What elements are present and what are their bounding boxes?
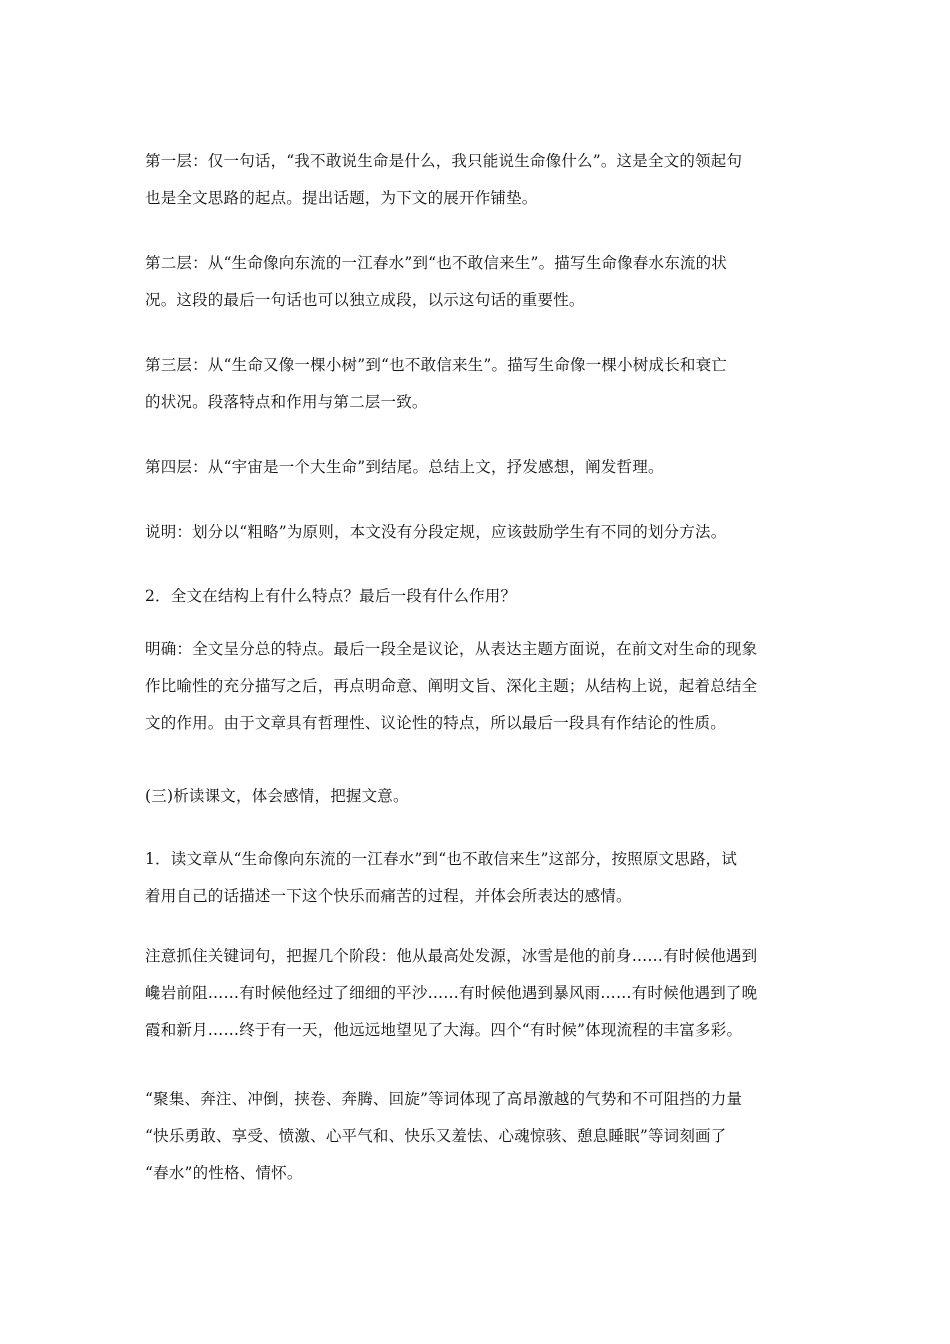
paragraph-layer-three [145, 347, 813, 421]
text-line: 也是全文思路的起点。提出话题，为下文的展开作铺垫。 [145, 189, 538, 207]
text-line: 1．读文章从“生命像向东流的一江春水”到“也不敢信来生”这部分，按照原文思路，试 [145, 850, 738, 868]
text-line: 注意抓住关键词句，把握几个阶段：他从最高处发源，冰雪是他的前身……有时候他遇到 [145, 947, 758, 965]
text-line: 霞和新月……终于有一天，他远远地望见了大海。四个“有时候”体现流程的丰富多彩。 [145, 1021, 743, 1039]
paragraph-key-phrases [145, 938, 813, 1049]
paragraph-layer-two [145, 245, 813, 319]
text-line: 2．全文在结构上有什么特点？最后一段有什么作用？ [145, 587, 517, 605]
text-line: 的状况。段落特点和作用与第二层一致。 [145, 393, 428, 411]
paragraph-layer-one [145, 143, 813, 217]
text-line: 第二层：从“生命像向东流的一江春水”到“也不敢信来生”。描写生命像春水东流的状 [145, 254, 727, 272]
text-line: 文的作用。由于文章具有哲理性、议论性的特点，所以最后一段具有作结论的性质。 [145, 714, 726, 732]
text-line: “快乐勇敢、享受、愤激、心平气和、快乐又羞怯、心魂惊骇、憩息睡眠”等词刻画了 [145, 1127, 727, 1145]
paragraph-note [145, 514, 813, 551]
text-line: (三)析读课文，体会感情，把握文意。 [145, 787, 409, 805]
paragraph-word-analysis [145, 1081, 813, 1192]
text-line: 第一层：仅一句话，“我不敢说生命是什么，我只能说生命像什么”。这是全文的领起句 [145, 152, 743, 170]
text-line: 明确：全文呈分总的特点。最后一段全是议论，从表达主题方面说，在前文对生命的现象 [145, 640, 758, 658]
text-line: 作比喻性的充分描写之后，再点明命意、阐明文旨、深化主题；从结构上说，起着总结全 [145, 677, 758, 695]
paragraph-answer [145, 631, 813, 742]
question-two [145, 578, 813, 615]
question-one [145, 841, 813, 915]
section-heading-three [145, 778, 813, 815]
text-line: 况。这段的最后一句话也可以独立成段，以示这句话的重要性。 [145, 291, 585, 309]
text-line: 巉岩前阻……有时候他经过了细细的平沙……有时候他遇到暴风雨……有时候他遇到了晚 [145, 984, 758, 1002]
text-line: 着用自己的话描述一下这个快乐而痛苦的过程，并体会所表达的感情。 [145, 887, 632, 905]
text-line: 第三层：从“生命又像一棵小树”到“也不敢信来生”。描写生命像一棵小树成长和衰亡 [145, 356, 727, 374]
paragraph-layer-four [145, 449, 813, 486]
text-line: 说明：划分以“粗略”为原则，本文没有分段定规，应该鼓励学生有不同的划分方法。 [145, 523, 727, 541]
text-line: “春水”的性格、情怀。 [145, 1164, 303, 1182]
text-line: 第四层：从“宇宙是一个大生命”到结尾。总结上文，抒发感想，阐发哲理。 [145, 458, 664, 476]
text-line: “聚集、奔注、冲倒，挟卷、奔腾、回旋”等词体现了高昂激越的气势和不可阻挡的力量 [145, 1090, 743, 1108]
